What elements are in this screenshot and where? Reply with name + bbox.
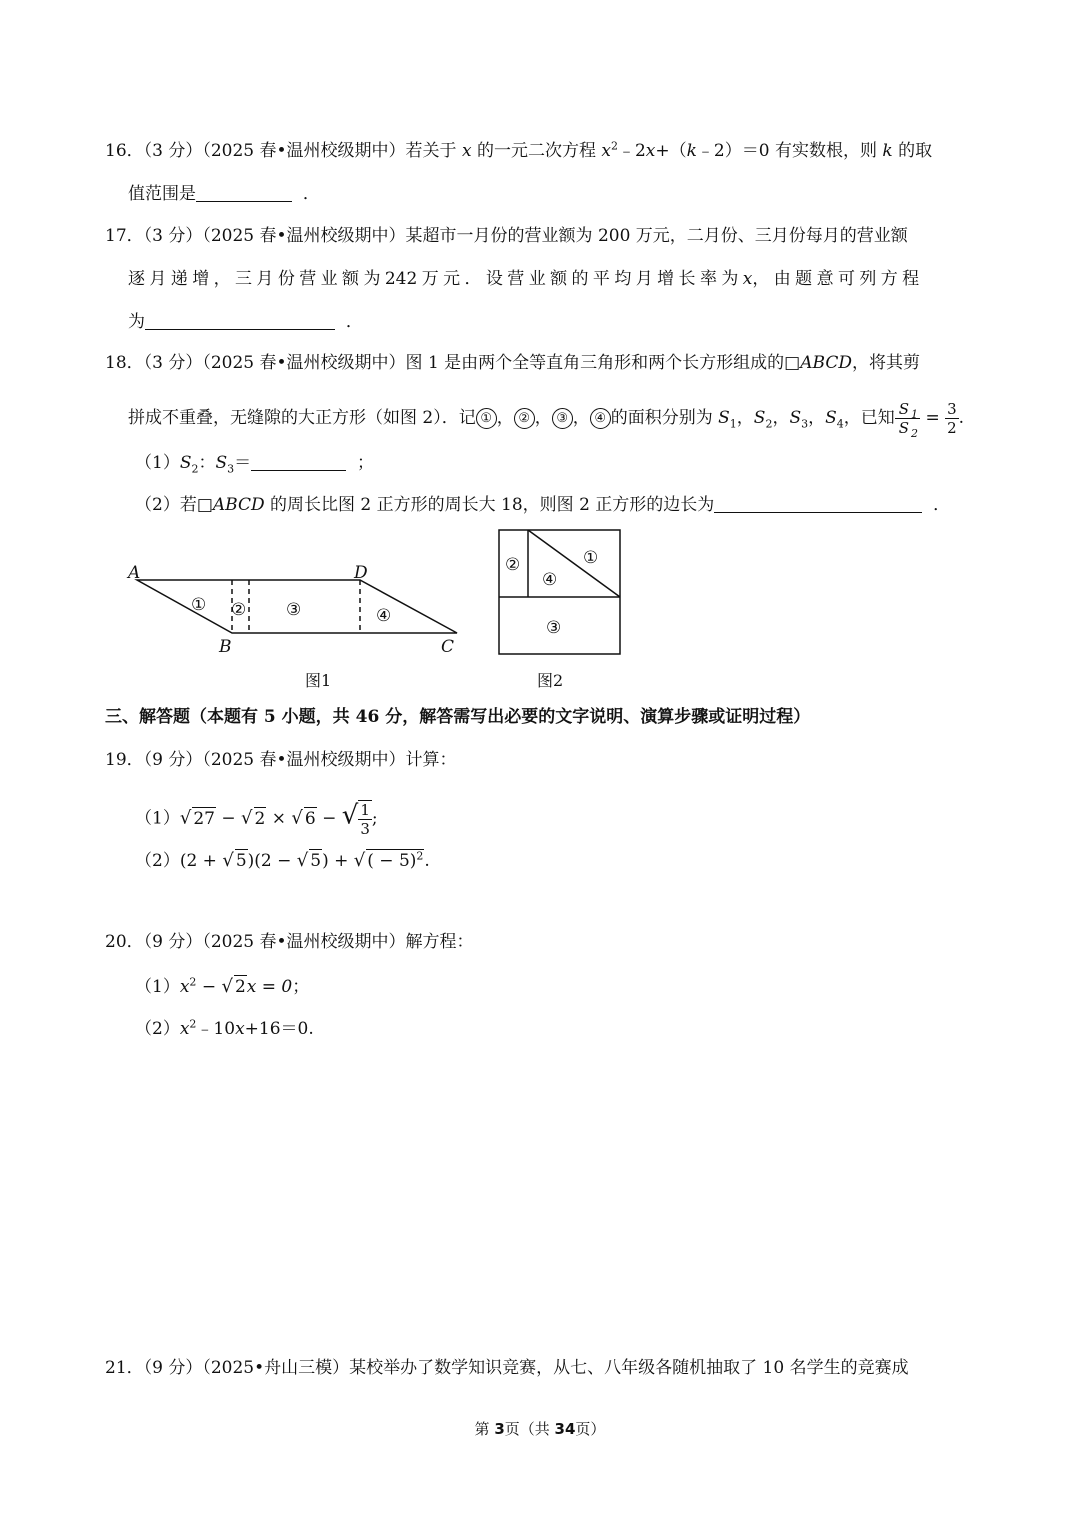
q17-line2: 逐 月 递 增 ， 三 月 份 营 业 额 为 242 万 元 ． 设 营 业 额 的 平 均 月 增 长 率 为 x， 由 题 意 可 列 方 程 xyxy=(128,269,920,289)
q18-line1: 18．（3 分）（2025 春•温州校级期中）图 1 是由两个全等直角三角形和两个长方形组成的□ABCD，将其剪 xyxy=(105,353,920,373)
fig1-region-4: ④ xyxy=(376,606,392,626)
fig1-region-2: ② xyxy=(231,600,247,620)
fig1-region-3: ③ xyxy=(286,600,302,620)
q16-line2: 值范围是 ． xyxy=(128,184,320,204)
q19-part1: （1）√ 27 − √ 2 × √ 6 − √ $\frac{1}{3}$ ; xyxy=(135,800,378,838)
q20-title: 20．（9 分）（2025 春•温州校级期中）解方程： xyxy=(105,932,474,952)
fig2-region-1: ① xyxy=(583,548,599,568)
q18-sub2: （2）若□ABCD 的周长比图 2 正方形的周长大 18，则图 2 正方形的边长为 ． xyxy=(135,495,951,515)
fig2-region-2: ② xyxy=(505,555,521,575)
q20-part2: $(2)x^2﹣10x+16=0$. xyxy=(135,1017,314,1039)
vertex-d-label: D xyxy=(354,563,368,583)
q18-line2: 拼成不重叠，无缝隙的大正方形（如图 2）．记 ① ， ② ， ③ ， ④ 的面积分别为 $S_1$，$S_2$，$S_3$，$S_4$，已知 $\frac{S _1}{S _2}$ = $\frac{3}{2}$ . xyxy=(128,400,965,440)
q20-part1: $(1)x^2$ − √ 2x = 0； xyxy=(135,975,310,997)
q17-line1: 17．（3 分）（2025 春•温州校级期中）某超市一月份的营业额为 200 万元，二月份、三月份每月的营业额 xyxy=(105,226,908,246)
fig2-region-4: ④ xyxy=(542,570,558,590)
section-3-heading: 三、解答题（本题有 5 小题，共 46 分，解答需写出必要的文字说明、演算步骤或证明过程） xyxy=(105,707,811,727)
q17-line3: 为 ． xyxy=(128,312,363,332)
q19-part2: （2）(2 + √ 5)(2 − √ 5) + √ ( − 5)$^2$. xyxy=(135,849,430,871)
fig2-caption: 图2 xyxy=(537,671,564,690)
figures xyxy=(0,0,1080,700)
fig1-region-1: ① xyxy=(191,595,207,615)
vertex-c-label: C xyxy=(441,637,455,657)
q21-line1: 21．（9 分）（2025•舟山三模）某校举办了数学知识竞赛，从七、八年级各随机抽取了 10 名学生的竞赛成 xyxy=(105,1358,909,1378)
fig1-caption: 图1 xyxy=(305,671,332,690)
three-halves-fraction: $\frac{3}{2}$ xyxy=(947,400,957,437)
vertex-a-label: A xyxy=(128,563,141,583)
vertex-b-label: B xyxy=(219,637,232,657)
fig2-region-3: ③ xyxy=(546,618,562,638)
q19-title: 19．（9 分）（2025 春•温州校级期中）计算： xyxy=(105,750,457,770)
q16-line1: 16．（3 分）（2025 春•温州校级期中）若关于 x 的一元二次方程 $x^2﹣2x+(k﹣2)=0$ 有实数根，则 k 的取 xyxy=(105,139,933,161)
page-footer: 第 3页（共 34页） xyxy=(474,1420,606,1438)
q18-sub1: $(1)S_2$：$S_3=$ ； xyxy=(135,453,374,476)
s1-over-s2-fraction: $\frac{S _1}{S _2}$ xyxy=(895,400,920,437)
